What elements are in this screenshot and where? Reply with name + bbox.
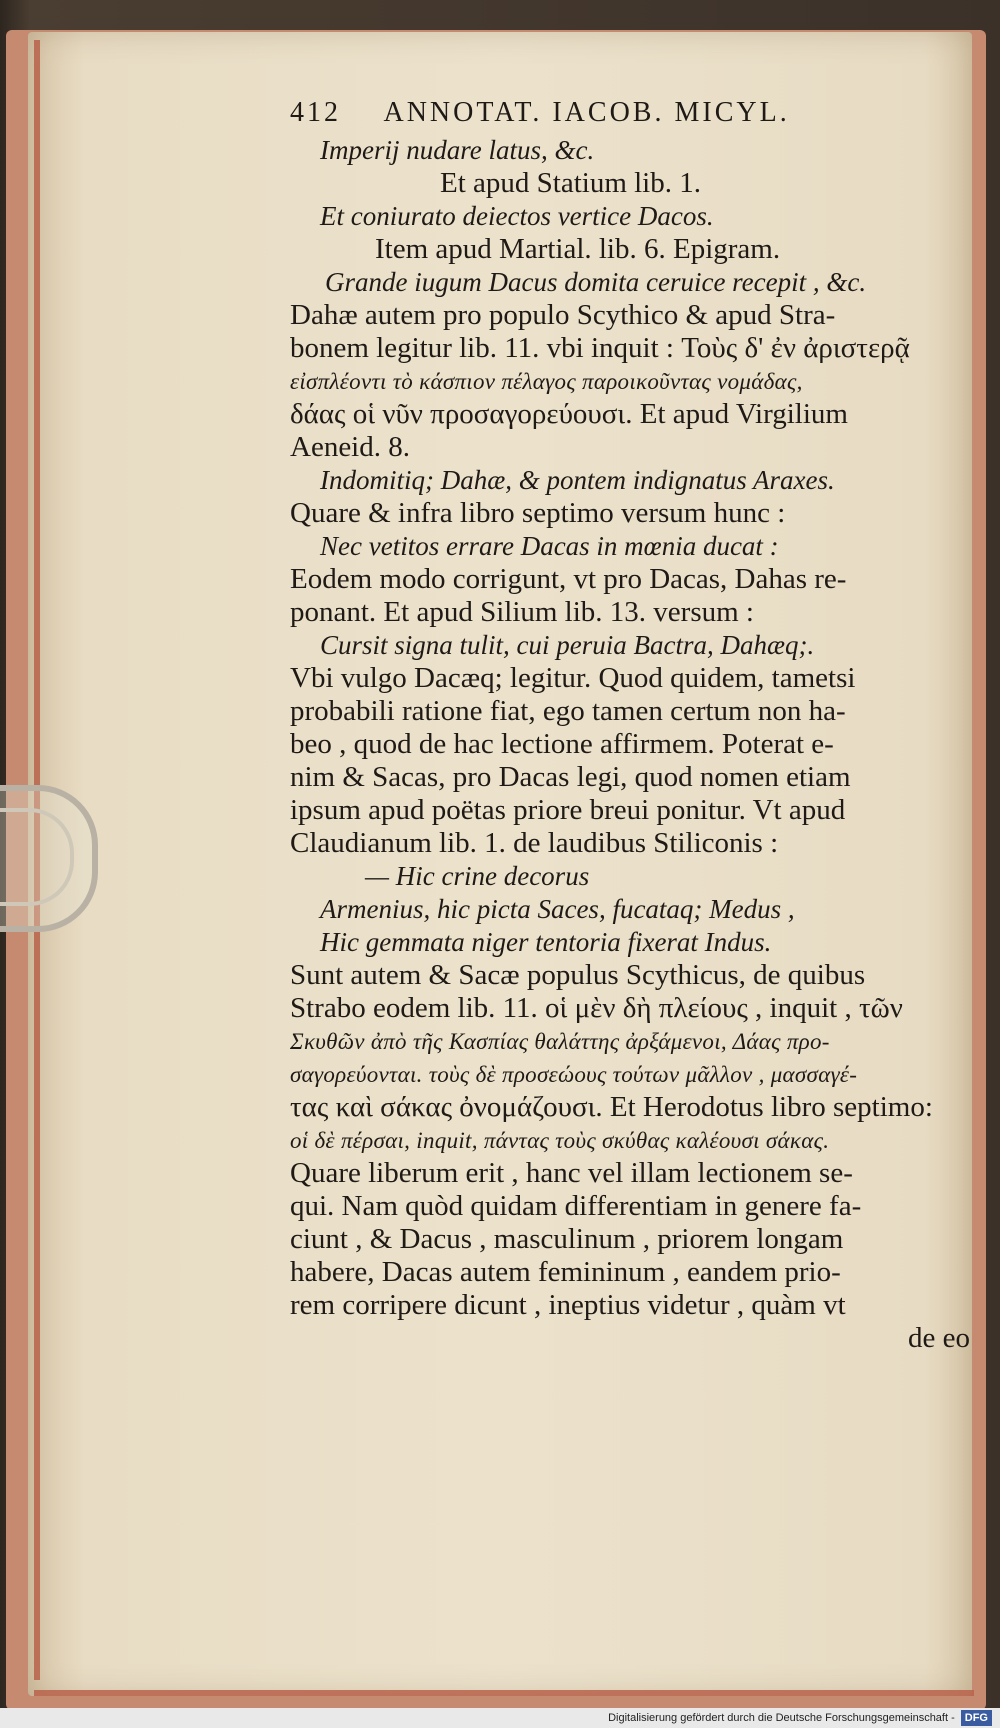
text-line: εἰσπλέοντι τὸ κάσπιον πέλαγος παροικοῦντας νομάδας, xyxy=(290,369,803,394)
text-line: Grande iugum Dacus domita ceruice recepit , &c. xyxy=(325,267,867,297)
footer-credit: Digitalisierung gefördert durch die Deutsche Forschungsgemeinschaft - xyxy=(608,1712,955,1724)
text-line: habere, Dacas autem femininum , eandem prio- xyxy=(290,1256,841,1288)
text-line: Claudianum lib. 1. de laudibus Stiliconis : xyxy=(290,827,779,859)
text-line: bonem legitur lib. 11. vbi inquit : Τοὺς δ' ἐν ἀριστερᾷ xyxy=(290,332,910,364)
text-line: τας καὶ σάκας ὀνομάζουσι. Et Herodotus libro septimo: xyxy=(290,1091,933,1123)
text-line: rem corripere dicunt , ineptius videtur , quàm vt xyxy=(290,1289,846,1321)
text-line: Eodem modo corrigunt, vt pro Dacas, Dahas re- xyxy=(290,563,847,595)
text-line: Σκυθῶν ἀπὸ τῆς Κασπίας θαλάττης ἀρξάμενοι, Δάας προ- xyxy=(290,1029,830,1054)
text-line: Sunt autem & Sacæ populus Scythicus, de quibus xyxy=(290,959,866,991)
page-text xyxy=(290,92,970,1355)
dfg-logo: DFG xyxy=(961,1710,992,1726)
text-line: ponant. Et apud Silium lib. 13. versum : xyxy=(290,596,754,628)
page-number: 412 xyxy=(290,97,341,128)
text-line: Quare & infra libro septimo versum hunc : xyxy=(290,497,786,529)
text-line: Item apud Martial. lib. 6. Epigram. xyxy=(375,233,781,265)
text-line: ipsum apud poëtas priore breui ponitur. Vt apud xyxy=(290,794,846,826)
page-edge-red-bottom xyxy=(34,1690,974,1696)
text-line: Indomitiq; Dahæ, & pontem indignatus Araxes. xyxy=(320,465,835,495)
text-line: ciunt , & Dacus , masculinum , priorem longam xyxy=(290,1223,844,1255)
text-line: Dahæ autem pro populo Scythico & apud Stra- xyxy=(290,299,836,331)
text-line: Imperij nudare latus, &c. xyxy=(320,135,595,165)
text-line: σαγορεύονται. τοὺς δὲ προσεώους τούτων μᾶλλον , μασσαγέ- xyxy=(290,1062,858,1087)
text-line: Aeneid. 8. xyxy=(290,431,410,463)
text-line: nim & Sacas, pro Dacas legi, quod nomen etiam xyxy=(290,761,851,793)
text-line: Armenius, hic picta Saces, fucataq; Medus , xyxy=(320,894,795,924)
text-line: δάας οἱ νῦν προσαγορεύουσι. Et apud Virgilium xyxy=(290,398,848,430)
text-line: — Hic crine decorus xyxy=(365,861,590,891)
running-title: ANNOTAT. IACOB. MICYL. xyxy=(383,97,790,128)
text-line: de eo xyxy=(908,1322,970,1354)
text-body xyxy=(290,134,970,1355)
text-line: Et coniurato deiectos vertice Dacos. xyxy=(320,201,714,231)
text-line: Et apud Statium lib. 1. xyxy=(440,167,701,199)
text-line: οἱ δὲ πέρσαι, inquit, πάντας τοὺς σκύθας καλέουσι σάκας. xyxy=(290,1128,830,1153)
text-line: Hic gemmata niger tentoria fixerat Indus. xyxy=(320,927,772,957)
text-line: Quare liberum erit , hanc vel illam lectionem se- xyxy=(290,1157,853,1189)
text-line: Strabo eodem lib. 11. οἱ μὲν δὴ πλείους , inquit , τῶν xyxy=(290,992,903,1024)
text-line: beo , quod de hac lectione affirmem. Poterat e- xyxy=(290,728,834,760)
text-line: Cursit signa tulit, cui peruia Bactra, Dahæq;. xyxy=(320,630,815,660)
digitization-footer xyxy=(0,1708,1000,1728)
text-line: probabili ratione fiat, ego tamen certum non ha- xyxy=(290,695,846,727)
text-line: qui. Nam quòd quidam differentiam in genere fa- xyxy=(290,1190,862,1222)
text-line: Nec vetitos errare Dacas in mœnia ducat : xyxy=(320,531,779,561)
running-header xyxy=(290,92,970,134)
text-line: Vbi vulgo Dacæq; legitur. Quod quidem, tametsi xyxy=(290,662,856,694)
